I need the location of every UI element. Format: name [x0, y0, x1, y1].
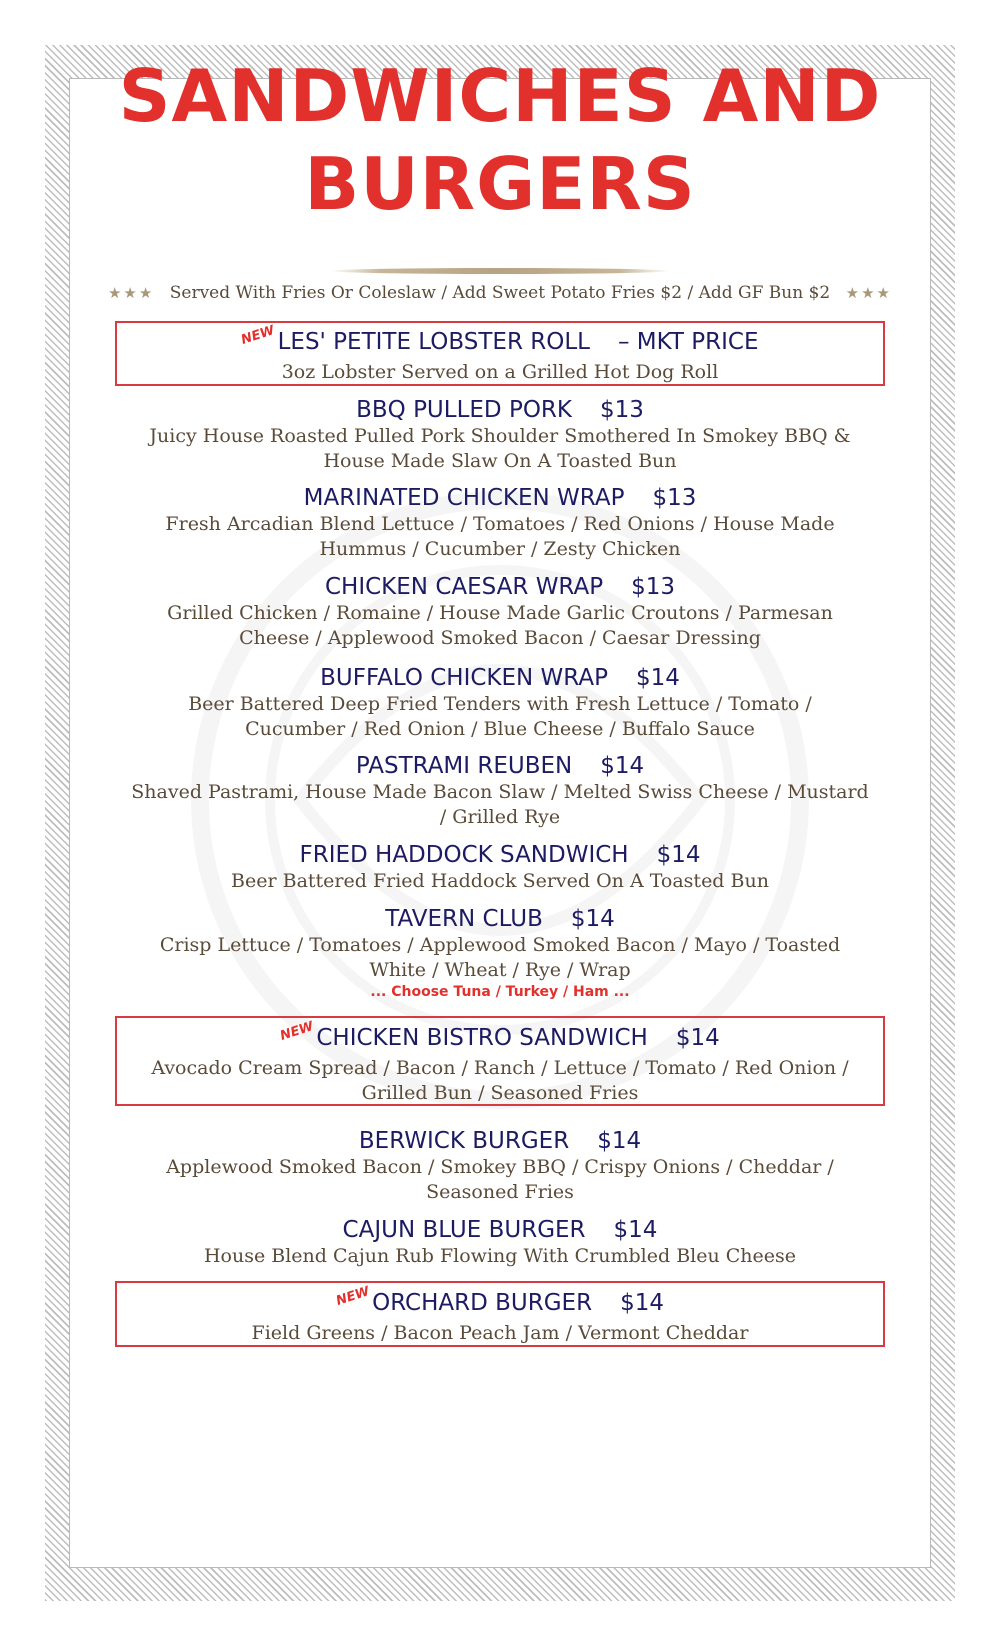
item-note: ... Choose Tuna / Turkey / Ham ... — [370, 984, 630, 1000]
menu-item-berwick-burger — [115, 1127, 885, 1205]
item-name-row — [117, 1019, 883, 1056]
item-description-line-1: Grilled Chicken / Romaine / House Made Garlic Croutons / Parmesan — [167, 602, 833, 624]
item-description-line-1: Beer Battered Deep Fried Tenders with Fresh Lettuce / Tomato / — [188, 693, 812, 715]
item-price: $14 — [570, 906, 615, 932]
menu-item-pastrami-reuben — [115, 752, 885, 830]
item-price: $13 — [631, 574, 675, 600]
item-description-line-1: Applewood Smoked Bacon / Smokey BBQ / Crispy Onions / Cheddar / — [166, 1156, 834, 1178]
item-price: $14 — [635, 665, 680, 691]
item-description-line-2: Hummus / Cucumber / Zesty Chicken — [319, 538, 681, 560]
menu-item-cajun-blue-burger — [115, 1216, 885, 1269]
item-description-line-1: Avocado Cream Spread / Bacon / Ranch / Lettuce / Tomato / Red Onion / — [151, 1057, 849, 1079]
item-name: FRIED HADDOCK SANDWICH — [299, 842, 629, 868]
item-name: BERWICK BURGER — [358, 1128, 570, 1154]
item-description-line-1: Juicy House Roasted Pulled Pork Shoulder Smothered In Smokey BBQ & — [149, 425, 851, 447]
item-name: TAVERN CLUB — [385, 906, 543, 932]
item-price: $14 — [656, 842, 701, 868]
item-price: $13 — [600, 397, 644, 423]
item-description-line-2: Cheese / Applewood Smoked Bacon / Caesar Dressing — [239, 627, 761, 649]
star-icon-right: ★★★ — [845, 284, 892, 302]
item-name: PASTRAMI REUBEN — [355, 753, 573, 779]
item-name-row — [115, 752, 885, 780]
menu-item-bbq-pulled-pork — [115, 396, 885, 474]
item-description-line-2: Grilled Bun / Seasoned Fries — [361, 1082, 639, 1104]
item-name-row — [115, 1216, 885, 1244]
menu-item-tavern-club — [115, 905, 885, 1001]
item-name-row — [115, 484, 885, 512]
new-badge: NEW — [278, 1019, 316, 1044]
item-description: House Blend Cajun Rub Flowing With Crumbled Bleu Cheese — [203, 1245, 797, 1267]
menu-title-line-2: BURGERS — [304, 142, 696, 226]
item-price: – MKT PRICE — [617, 329, 759, 355]
item-description-line-2: White / Wheat / Rye / Wrap — [369, 959, 631, 981]
item-description-line-1: Shaved Pastrami, House Made Bacon Slaw / Melted Swiss Cheese / Mustard — [131, 781, 869, 803]
item-name-row — [115, 905, 885, 933]
item-name: CHICKEN CAESAR WRAP — [324, 574, 604, 600]
item-name-row — [115, 573, 885, 601]
item-description: Field Greens / Bacon Peach Jam / Vermont Cheddar — [251, 1322, 749, 1344]
title-underline — [330, 268, 670, 274]
item-price: $14 — [613, 1217, 658, 1243]
item-description: 3oz Lobster Served on a Grilled Hot Dog Roll — [281, 361, 719, 383]
item-name-row — [115, 1127, 885, 1155]
item-name: CHICKEN BISTRO SANDWICH — [316, 1025, 648, 1051]
item-name-row — [117, 1284, 883, 1321]
new-badge: NEW — [334, 1284, 372, 1309]
item-description: Beer Battered Fried Haddock Served On A Toasted Bun — [231, 870, 769, 892]
menu-item-marinated-chicken-wrap — [115, 484, 885, 562]
item-name: BBQ PULLED PORK — [356, 397, 572, 423]
menu-item-orchard-burger — [115, 1281, 885, 1347]
item-description-line-1: Fresh Arcadian Blend Lettuce / Tomatoes / Red Onions / House Made — [165, 513, 835, 535]
item-description-line-2: Seasoned Fries — [426, 1181, 574, 1203]
item-price: $14 — [620, 1290, 664, 1316]
item-name: CAJUN BLUE BURGER — [342, 1217, 586, 1243]
menu-item-lobster-roll — [115, 321, 885, 386]
menu-subtitle-text: Served With Fries Or Coleslaw / Add Sweet Potato Fries $2 / Add GF Bun $2 — [169, 283, 831, 303]
item-price: $14 — [600, 753, 645, 779]
item-name: BUFFALO CHICKEN WRAP — [320, 665, 608, 691]
item-name-row — [115, 664, 885, 692]
item-price: $14 — [675, 1025, 720, 1051]
menu-title-line-1: SANDWICHES AND — [118, 54, 882, 138]
item-name: LES' PETITE LOBSTER ROLL — [277, 329, 590, 355]
item-description-line-2: Cucumber / Red Onion / Blue Cheese / Buffalo Sauce — [245, 718, 755, 740]
item-description-line-2: / Grilled Rye — [439, 806, 561, 828]
item-price: $14 — [597, 1128, 642, 1154]
item-description-line-2: House Made Slaw On A Toasted Bun — [323, 450, 677, 472]
item-name-row — [117, 323, 883, 360]
item-name: ORCHARD BURGER — [372, 1290, 593, 1316]
item-description-line-1: Crisp Lettuce / Tomatoes / Applewood Smoked Bacon / Mayo / Toasted — [159, 934, 841, 956]
star-icon-left: ★★★ — [107, 284, 155, 302]
item-name: MARINATED CHICKEN WRAP — [303, 485, 625, 511]
menu-item-chicken-bistro-sandwich — [115, 1016, 885, 1106]
item-name-row — [115, 396, 885, 424]
menu-item-fried-haddock-sandwich — [115, 841, 885, 894]
menu-subtitle — [0, 283, 1000, 303]
menu-item-chicken-caesar-wrap — [115, 573, 885, 651]
menu-item-buffalo-chicken-wrap — [115, 664, 885, 742]
item-name-row — [115, 841, 885, 869]
item-price: $13 — [652, 485, 697, 511]
new-badge: NEW — [239, 323, 277, 348]
menu-title — [0, 52, 1000, 228]
